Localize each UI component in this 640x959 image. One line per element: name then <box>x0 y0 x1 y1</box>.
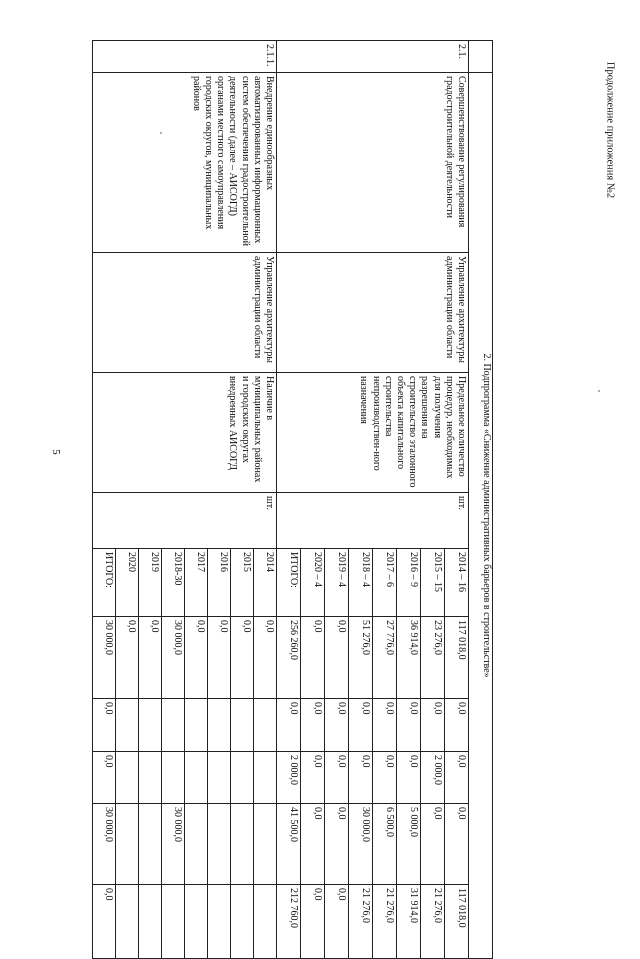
year-cell: 2014 – 16 <box>445 549 469 617</box>
amount-cell: 21 276,0 <box>349 885 373 959</box>
year-cell: 2017 <box>185 549 208 617</box>
year-cell: 2016 – 9 <box>397 549 421 617</box>
amount-cell <box>139 885 162 959</box>
amount-cell: 0,0 <box>445 752 469 804</box>
amount-cell <box>162 752 185 804</box>
amount-cell: 30 000,0 <box>162 804 185 885</box>
amount-cell <box>185 699 208 752</box>
executor-name: Управление архитектуры администрации области <box>93 253 277 373</box>
amount-cell: 0,0 <box>445 804 469 885</box>
amount-cell <box>139 699 162 752</box>
amount-cell: 0,0 <box>349 699 373 752</box>
empty-cell <box>469 41 493 73</box>
amount-cell <box>254 885 277 959</box>
amount-cell <box>162 885 185 959</box>
amount-cell <box>116 885 139 959</box>
amount-cell: 2 000,0 <box>421 752 445 804</box>
amount-cell <box>116 699 139 752</box>
amount-cell <box>254 752 277 804</box>
amount-cell <box>208 804 231 885</box>
amount-cell: 0,0 <box>93 699 116 752</box>
amount-cell: 0,0 <box>185 617 208 699</box>
measure-name: Внедрение единообразных автоматизированных информационных систем обеспечения градостроительной деятельности (далее – АИСОГД) органами местного самоуправления городских округов, муниципальных районов <box>93 73 277 253</box>
amount-cell <box>116 752 139 804</box>
amount-cell: 41 500,0 <box>277 804 301 885</box>
amount-cell: 0,0 <box>254 617 277 699</box>
amount-cell <box>231 885 254 959</box>
table-row <box>445 41 469 959</box>
year-cell: 2020 <box>116 549 139 617</box>
unit-cell: шт. <box>93 493 277 549</box>
amount-cell <box>208 752 231 804</box>
amount-cell <box>208 699 231 752</box>
year-cell: 2020 – 4 <box>301 549 325 617</box>
amount-cell: 0,0 <box>325 804 349 885</box>
year-cell: 2019 – 4 <box>325 549 349 617</box>
amount-cell: 0,0 <box>301 804 325 885</box>
amount-cell: 0,0 <box>93 885 116 959</box>
amount-cell: 0,0 <box>277 699 301 752</box>
amount-cell <box>254 699 277 752</box>
executor-name: Управление архитектуры администрации области <box>277 253 469 373</box>
amount-cell: 0,0 <box>325 699 349 752</box>
table-body <box>93 41 493 959</box>
amount-cell: 0,0 <box>301 699 325 752</box>
amount-cell: 0,0 <box>301 752 325 804</box>
year-cell: 2016 <box>208 549 231 617</box>
amount-cell: 0,0 <box>421 699 445 752</box>
amount-cell: 2 000,0 <box>277 752 301 804</box>
continuation-caption: Продолжение приложения №2 <box>604 61 616 199</box>
amount-cell: 117 018,0 <box>445 885 469 959</box>
amount-cell: 0,0 <box>139 617 162 699</box>
amount-cell <box>185 885 208 959</box>
amount-cell <box>254 804 277 885</box>
amount-cell <box>116 804 139 885</box>
amount-cell: 0,0 <box>445 699 469 752</box>
amount-cell: 0,0 <box>373 752 397 804</box>
amount-cell: 0,0 <box>231 617 254 699</box>
year-cell: 2018-30 <box>162 549 185 617</box>
subprogram-header-row <box>469 41 493 959</box>
year-cell: 2015 <box>231 549 254 617</box>
amount-cell <box>231 699 254 752</box>
amount-cell: 27 776,0 <box>373 617 397 699</box>
unit-cell: шт. <box>277 493 469 549</box>
amount-cell: 0,0 <box>373 699 397 752</box>
amount-cell <box>162 699 185 752</box>
amount-cell: 0,0 <box>325 752 349 804</box>
amount-cell <box>231 804 254 885</box>
amount-cell: 5 000,0 <box>397 804 421 885</box>
table-rotation-frame <box>98 40 493 928</box>
budget-table <box>92 40 493 959</box>
amount-cell <box>185 752 208 804</box>
amount-cell: 23 276,0 <box>421 617 445 699</box>
amount-cell: 0,0 <box>325 885 349 959</box>
measure-name: Совершенствование регулирования градостроительной деятельности <box>277 73 469 253</box>
amount-cell: 0,0 <box>93 752 116 804</box>
amount-cell <box>139 804 162 885</box>
amount-cell: 21 276,0 <box>421 885 445 959</box>
amount-cell: 6 500,0 <box>373 804 397 885</box>
year-cell: ИТОГО: <box>277 549 301 617</box>
amount-cell: 30 000,0 <box>162 617 185 699</box>
year-cell: 2019 <box>139 549 162 617</box>
amount-cell: 21 276,0 <box>373 885 397 959</box>
year-cell: 2017 – 6 <box>373 549 397 617</box>
amount-cell: 51 276,0 <box>349 617 373 699</box>
amount-cell: 0,0 <box>397 752 421 804</box>
amount-cell: 117 018,0 <box>445 617 469 699</box>
amount-cell: 0,0 <box>301 885 325 959</box>
amount-cell: 30 000,0 <box>349 804 373 885</box>
amount-cell <box>208 885 231 959</box>
amount-cell: 30 000,0 <box>93 617 116 699</box>
amount-cell: 212 760,0 <box>277 885 301 959</box>
amount-cell: 0,0 <box>421 804 445 885</box>
year-cell: 2018 – 4 <box>349 549 373 617</box>
subprogram-title: 2. Подпрограмма «Снижение административных барьеров в строительстве» <box>469 73 493 959</box>
amount-cell <box>231 752 254 804</box>
table-row <box>254 41 277 959</box>
year-cell: 2015 – 15 <box>421 549 445 617</box>
amount-cell: 256 260,0 <box>277 617 301 699</box>
amount-cell <box>185 804 208 885</box>
row-number: 2.1.1. <box>93 41 277 73</box>
amount-cell: 0,0 <box>116 617 139 699</box>
indicator-name: Наличие в муниципальных районах и городских округах внедренных АИСОГД <box>93 373 277 493</box>
amount-cell: 0,0 <box>325 617 349 699</box>
amount-cell: 0,0 <box>349 752 373 804</box>
amount-cell: 0,0 <box>301 617 325 699</box>
amount-cell: 0,0 <box>208 617 231 699</box>
scan-speck <box>598 390 600 392</box>
amount-cell: 31 914,0 <box>397 885 421 959</box>
row-number: 2.1. <box>277 41 469 73</box>
amount-cell <box>139 752 162 804</box>
year-cell: 2014 <box>254 549 277 617</box>
amount-cell: 0,0 <box>397 699 421 752</box>
indicator-name: Предельное количество процедур, необходимых для получения разрешения на строительство эталонного объекта капитального строительства непроизводствен-ного назначения <box>277 373 469 493</box>
amount-cell: 36 914,0 <box>397 617 421 699</box>
page-number: 5 <box>50 449 62 455</box>
year-cell: ИТОГО: <box>93 549 116 617</box>
amount-cell: 30 000,0 <box>93 804 116 885</box>
